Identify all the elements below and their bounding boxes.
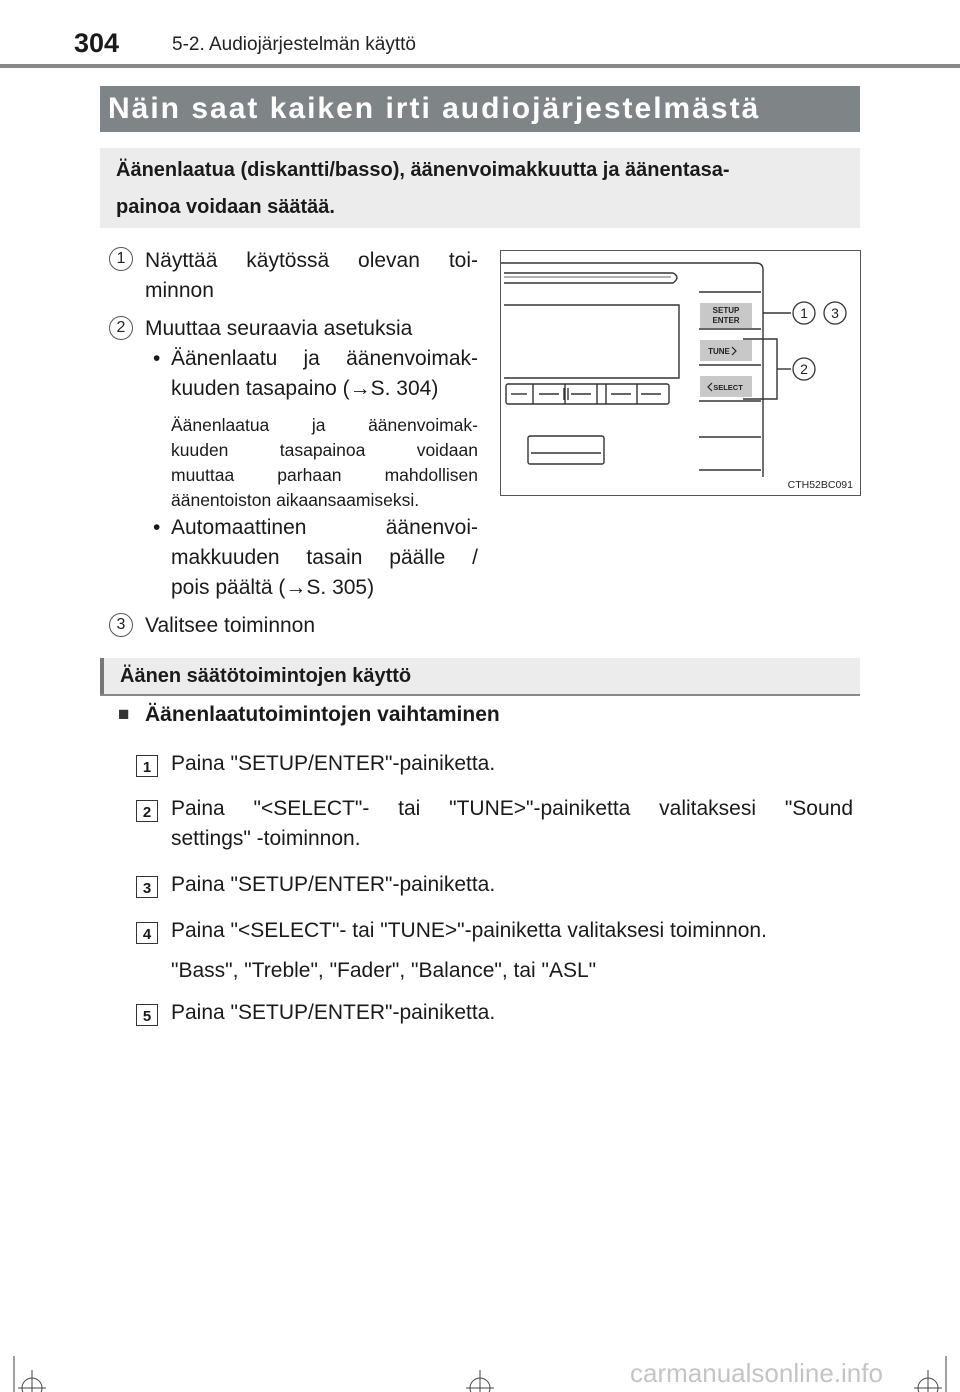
callout-number-3: 3	[109, 613, 133, 637]
step-4-options: "Bass", "Treble", "Fader", "Balance", tai "ASL"	[171, 959, 597, 982]
callout-1-label: 1	[800, 305, 808, 321]
step-number-4: 4	[136, 922, 158, 944]
note-line-3: muuttaa parhaan mahdollisen	[171, 465, 478, 485]
header-divider	[0, 64, 960, 68]
bullet-1-line-2: kuuden tasapaino (→S. 304)	[171, 377, 439, 400]
step-2-line-2: settings" -toiminnon.	[171, 827, 361, 850]
step-3-text: Paina "SETUP/ENTER"-painiketta.	[171, 873, 496, 896]
item-2-line-1: Muuttaa seuraavia asetuksia	[145, 317, 413, 340]
bullet-1-line-1: Äänenlaatu ja äänenvoimak-	[171, 347, 478, 370]
figure-code: CTH52BC091	[787, 479, 853, 491]
select-label: SELECT	[713, 383, 743, 392]
step-5-text: Paina "SETUP/ENTER"-painiketta.	[171, 1001, 496, 1024]
step-2-line-1: Paina "<SELECT"- tai "TUNE>"-painiketta valitaksesi "Sound	[171, 797, 853, 820]
note-line-2: kuuden tasapainoa voidaan	[171, 440, 478, 460]
audio-panel-illustration	[501, 251, 859, 494]
bullet-2-line-1: Automaattinen äänenvoi-	[171, 516, 478, 539]
step-number-5: 5	[136, 1004, 158, 1026]
callout-number-2: 2	[109, 316, 133, 340]
intro-line-1: Äänenlaatua (diskantti/basso), äänenvoimakkuutta ja äänentasa-	[116, 159, 730, 181]
bullet-dot: •	[153, 347, 161, 370]
cd-slot-icon	[504, 273, 677, 283]
note-line-4: äänentoiston aikaansaamiseksi.	[171, 490, 420, 510]
display-screen	[504, 305, 679, 378]
intro-line-2: painoa voidaan säätää.	[116, 196, 335, 218]
enter-label: ENTER	[712, 316, 740, 325]
panel-outline	[501, 263, 763, 477]
square-bullet-icon: ■	[118, 704, 130, 725]
procedure-title: Äänenlaatutoimintojen vaihtaminen	[145, 703, 500, 726]
step-1-text: Paina "SETUP/ENTER"-painiketta.	[171, 752, 496, 775]
intro-box	[100, 148, 860, 228]
callout-2-label: 2	[800, 361, 808, 377]
tune-label: TUNE	[708, 347, 730, 356]
step-4-text: Paina "<SELECT"- tai "TUNE>"-painiketta valitaksesi toiminnon.	[171, 919, 767, 942]
subheading: Äänen säätötoimintojen käyttö	[100, 658, 860, 694]
chapter-title: 5-2. Audiojärjestelmän käyttö	[172, 34, 416, 55]
small-display-box	[528, 436, 604, 464]
audio-panel-figure	[500, 250, 861, 496]
step-number-1: 1	[136, 755, 158, 777]
bullet-2-line-3: pois päältä (→S. 305)	[171, 576, 375, 599]
item-1-line-1: Näyttää käytössä olevan toi-	[145, 249, 478, 272]
item-3-line-1: Valitsee toiminnon	[145, 614, 316, 637]
subheading-divider	[100, 694, 860, 696]
bullet-2-line-2: makkuuden tasain päälle /	[171, 546, 478, 569]
item-1-line-2: minnon	[145, 279, 214, 302]
note-line-1: Äänenlaatua ja äänenvoimak-	[171, 415, 478, 435]
step-number-3: 3	[136, 876, 158, 898]
bullet-dot: •	[153, 516, 161, 539]
page-number: 304	[74, 28, 120, 58]
callout-3-label: 3	[831, 305, 839, 321]
watermark: carmanualsonline.info	[630, 1358, 883, 1388]
step-number-2: 2	[136, 800, 158, 822]
section-title: Näin saat kaiken irti audiojärjestelmästä	[100, 86, 860, 132]
setup-label: SETUP	[712, 306, 740, 315]
callout-number-1: 1	[109, 247, 133, 271]
